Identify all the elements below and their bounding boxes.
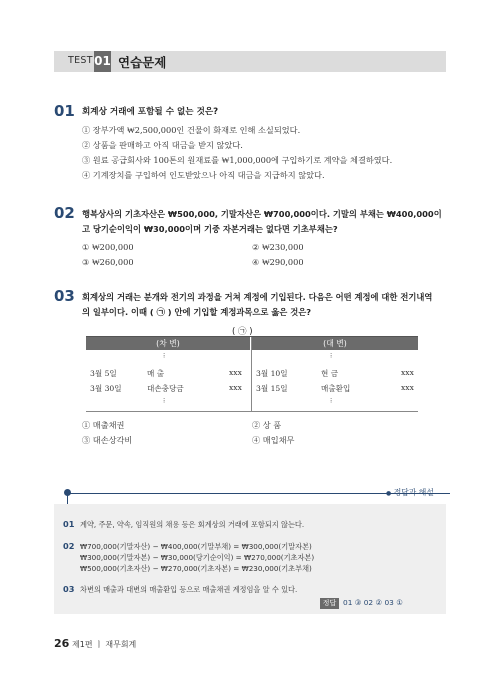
- a2-number: 02: [63, 541, 75, 551]
- q3-option-2: ② 상 품: [252, 420, 282, 430]
- credit-row-2-amount: xxx: [401, 383, 414, 392]
- answer-key-list: 01 ③ 02 ② 03 ①: [343, 598, 403, 607]
- q1-option-1: ① 장부가액 ₩2,500,000인 건물이 화재로 인해 소실되었다.: [82, 125, 301, 135]
- q3-question-line1: 회계상의 거래는 분개와 전기의 과정을 거쳐 계정에 기입된다. 다음은 어떤 계정에 대한 전기내역: [82, 292, 433, 302]
- debit-ellipsis-top: ⁝: [163, 352, 166, 360]
- q2-option-4: ④ ₩290,000: [252, 257, 304, 267]
- a1-number: 01: [63, 519, 75, 529]
- q2-option-3: ③ ₩260,000: [82, 257, 134, 267]
- a3-number: 03: [63, 584, 75, 594]
- a2-line-1: ₩700,000(기말자산) − ₩400,000(기말부채) = ₩300,000(기말자본): [80, 542, 312, 551]
- credit-ellipsis-bottom: ⁝: [330, 397, 333, 405]
- q1-option-3: ③ 원료 공급회사와 100톤의 원재료를 ₩1,000,000에 구입하기로 계약을 체결하였다.: [82, 155, 393, 165]
- q3-option-1: ① 매출채권: [82, 420, 125, 430]
- debit-row-2-date: 3월 30일: [90, 384, 122, 393]
- credit-row-2-date: 3월 15일: [256, 384, 288, 393]
- q3-option-4: ④ 매입채무: [252, 435, 295, 445]
- q1-question: 회계상 거래에 포함될 수 없는 것은?: [82, 107, 219, 117]
- q2-number: 02: [54, 204, 75, 222]
- a3-text: 차변의 매출과 대변의 매출환입 등으로 매출채권 계정임을 알 수 있다.: [80, 585, 298, 594]
- debit-row-1-account: 매 출: [147, 369, 165, 378]
- page-number: 26: [54, 637, 70, 650]
- credit-ellipsis-top: ⁝: [330, 352, 333, 360]
- credit-row-1-date: 3월 10일: [256, 369, 288, 378]
- q2-option-2: ② ₩230,000: [252, 242, 304, 252]
- q2-question-line1: 행복상사의 기초자산은 ₩500,000, 기말자산은 ₩700,000이다. 기말의 부채는 ₩400,000이: [82, 209, 442, 219]
- q3-option-3: ③ 대손상각비: [82, 435, 133, 445]
- page-title: 연습문제: [118, 55, 167, 70]
- debit-row-2-account: 대손충당금: [147, 384, 184, 393]
- credit-row-1-amount: xxx: [401, 368, 414, 377]
- q2-question-line2: 고 당기순이익이 ₩30,000이며 기중 자본거래는 없다면 기초부채는?: [82, 224, 338, 234]
- credit-row-2-account: 매출환입: [321, 384, 351, 393]
- t-account-title: ( ㉠ ): [232, 327, 253, 337]
- debit-ellipsis-bottom: ⁝: [163, 397, 166, 405]
- q1-number: 01: [54, 102, 75, 120]
- debit-header: (차 변): [86, 337, 250, 350]
- a1-text: 계약, 주문, 약속, 임직원의 채용 등은 회계상의 거래에 포함되지 않는다.: [80, 520, 305, 529]
- q1-option-4: ④ 기계장치를 구입하여 인도받았으나 아직 대금을 지급하지 않았다.: [82, 170, 325, 180]
- debit-row-1-amount: xxx: [229, 368, 242, 377]
- answer-key-badge: 정답: [320, 598, 339, 609]
- credit-header: (대 변): [252, 337, 418, 350]
- footer-part-label: 제1편 ㅣ 재무회계: [72, 640, 137, 649]
- debit-row-1-date: 3월 5일: [90, 369, 117, 378]
- q3-number: 03: [54, 287, 75, 305]
- credit-row-1-account: 현 금: [321, 369, 339, 378]
- a2-line-2: ₩300,000(기말자본) − ₩30,000(당기순이익) = ₩270,000(기초자본): [80, 553, 315, 562]
- answer-arrow-icon: ●: [386, 490, 392, 497]
- answer-section-label: ● 정답과 해설: [386, 488, 434, 497]
- q1-option-2: ② 상품을 판매하고 아직 대금을 받지 않았다.: [82, 140, 243, 150]
- a2-line-3: ₩500,000(기초자산) − ₩270,000(기초자본) = ₩230,000(기초부채): [80, 564, 312, 573]
- debit-row-2-amount: xxx: [229, 383, 242, 392]
- test-header-bar: [54, 51, 446, 72]
- test-label: TEST: [68, 55, 93, 66]
- q2-option-1: ① ₩200,000: [82, 242, 134, 252]
- t-account-divider: [251, 337, 252, 411]
- q3-question-line2: 의 일부이다. 이때 ( ㉠ ) 안에 기입할 계정과목으로 옳은 것은?: [82, 307, 312, 317]
- test-number-badge: 01: [94, 51, 111, 72]
- t-account-bottom-rule: [86, 411, 418, 412]
